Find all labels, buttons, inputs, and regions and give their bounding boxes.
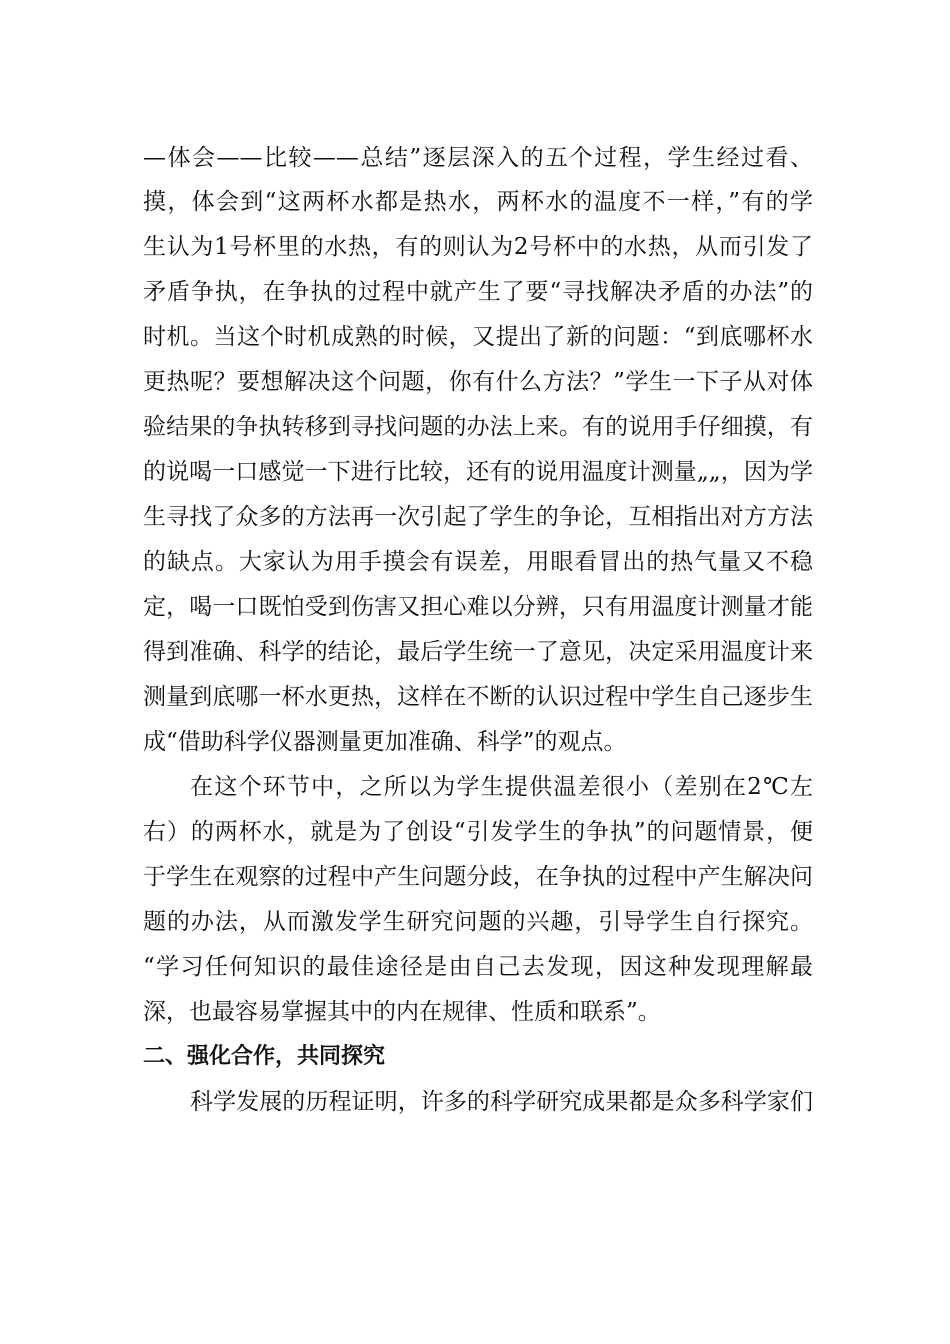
text-line: 得到准确、科学的结论，最后学生统一了意见，决定采用温度计来: [143, 639, 813, 665]
text-line: 矛盾争执，在争执的过程中就产生了要“寻找解决矛盾的办法”的: [143, 279, 813, 305]
text-line: 右）的两杯水，就是为了创设“引发学生的争执”的问题情景，便: [143, 819, 813, 845]
text-line: 题的办法，从而激发学生研究问题的兴趣，引导学生自行探究。: [143, 909, 813, 935]
text-line: 成“借助科学仪器测量更加准确、科学”的观点。: [143, 729, 627, 755]
text-line: 的说喝一口感觉一下进行比较，还有的说用温度计测量„„，因为学: [143, 459, 813, 485]
text-line: —体会——比较——总结”逐层深入的五个过程，学生经过看、: [143, 145, 813, 171]
text-line: 深，也最容易掌握其中的内在规律、性质和联系”。: [143, 999, 661, 1025]
text-line: 摸，体会到“这两杯水都是热水，两杯水的温度不一样，”有的学: [143, 189, 813, 215]
text-line: 科学发展的历程证明，许多的科学研究成果都是众多科学家们: [190, 1089, 813, 1115]
text-line: 生寻找了众多的方法再一次引起了学生的争论，互相指出对方方法: [143, 504, 813, 530]
text-line: 的缺点。大家认为用手摸会有误差，用眼看冒出的热气量又不稳: [143, 549, 813, 575]
text-line: 时机。当这个时机成熟的时候，又提出了新的问题：“到底哪杯水: [143, 324, 813, 350]
text-line: 更热呢？要想解决这个问题，你有什么方法？”学生一下子从对体: [143, 369, 813, 395]
text-line: 定，喝一口既怕受到伤害又担心难以分辨，只有用温度计测量才能: [143, 594, 813, 620]
text-line: 生认为1号杯里的水热，有的则认为2号杯中的水热，从而引发了: [143, 234, 813, 260]
text-line: 验结果的争执转移到寻找问题的办法上来。有的说用手仔细摸，有: [143, 414, 813, 440]
text-line: 测量到底哪一杯水更热，这样在不断的认识过程中学生自己逐步生: [143, 684, 813, 710]
text-line: “学习任何知识的最佳途径是由自己去发现，因这种发现理解最: [143, 954, 813, 980]
text-line: 在这个环节中，之所以为学生提供温差很小（差别在2℃左: [190, 774, 813, 800]
section-heading: 二、强化合作，共同探究: [143, 1044, 386, 1069]
text-line: 于学生在观察的过程中产生问题分歧，在争执的过程中产生解决问: [143, 864, 813, 890]
